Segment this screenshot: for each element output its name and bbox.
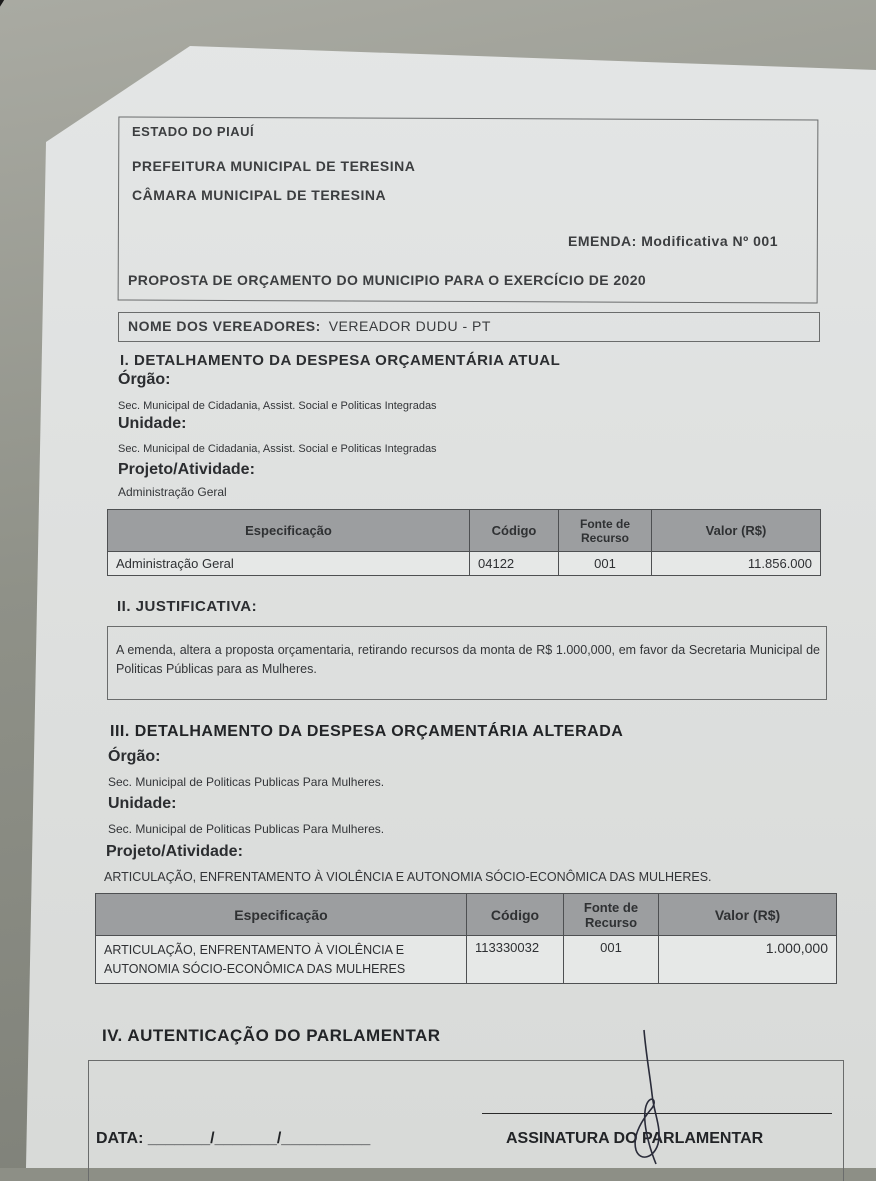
section3-title: III. DETALHAMENTO DA DESPESA ORÇAMENTÁRIA ALTERADA [110,723,624,740]
section2-title: II. JUSTIFICATIVA: [117,598,258,615]
section1-unidade-value: Sec. Municipal de Cidadania, Assist. Social e Politicas Integradas [118,443,437,455]
section3-table [95,893,837,984]
section3-projeto-value: ARTICULAÇÃO, ENFRENTAMENTO À VIOLÊNCIA E AUTONOMIA SÓCIO-ECONÔMICA DAS MULHERES. [104,870,712,884]
section1-orgao-label: Órgão: [118,371,171,388]
assinatura-label: ASSINATURA DO PARLAMENTAR [506,1130,764,1147]
section1-table [107,509,821,576]
table-cell: 11.856.000 [652,552,821,576]
table-cell: Administração Geral [108,552,470,576]
data-field: DATA: _______/_______/__________ [96,1130,371,1147]
justificativa-text: A emenda, altera a proposta orçamentaria, retirando recursos da monta de R$ 1.000,000, em favor da Secretaria Municipal de Politicas Públicas para as Mulheres. [116,643,820,676]
col-codigo: Código [470,510,559,552]
header-camara: CÂMARA MUNICIPAL DE TERESINA [132,187,387,203]
table-cell: 04122 [470,552,559,576]
col-valor: Valor (R$) [659,894,837,936]
section3-unidade-value: Sec. Municipal de Politicas Publicas Para Mulheres. [108,822,385,836]
autenticacao-box [88,1060,844,1181]
col-especificacao: Especificação [96,894,467,936]
table-cell: 001 [559,552,652,576]
section1-title: I. DETALHAMENTO DA DESPESA ORÇAMENTÁRIA ATUAL [120,352,561,369]
section4-title: IV. AUTENTICAÇÃO DO PARLAMENTAR [102,1026,441,1045]
section1-unidade-label: Unidade: [118,415,187,432]
section3-orgao-label: Órgão: [108,748,161,765]
header-prefeitura: PREFEITURA MUNICIPAL DE TERESINA [132,158,416,174]
section3-unidade-label: Unidade: [108,795,177,812]
col-fonte: Fonte de Recurso [559,510,652,552]
vereadores-label: NOME DOS VEREADORES: [128,318,321,334]
col-fonte: Fonte de Recurso [564,894,659,936]
section3-orgao-value: Sec. Municipal de Politicas Publicas Para Mulheres. [108,775,385,789]
signature-mark [600,1024,690,1168]
table-cell: 001 [564,936,659,984]
table-cell: ARTICULAÇÃO, ENFRENTAMENTO À VIOLÊNCIA E AUTONOMIA SÓCIO-ECONÔMICA DAS MULHERES [96,936,467,984]
vereadores-line [128,318,491,334]
vereadores-value: VEREADOR DUDU - PT [328,318,491,334]
section1-projeto-label: Projeto/Atividade: [118,461,255,478]
table-cell: 1.000,000 [659,936,837,984]
section3-projeto-label: Projeto/Atividade: [106,843,243,860]
header-state: ESTADO DO PIAUÍ [132,124,255,139]
section1-orgao-value: Sec. Municipal de Cidadania, Assist. Social e Politicas Integradas [118,400,437,412]
table-cell: 113330032 [467,936,564,984]
col-codigo: Código [467,894,564,936]
emenda-label: EMENDA: Modificativa Nº 001 [568,233,778,249]
col-valor: Valor (R$) [652,510,821,552]
section1-projeto-value: Administração Geral [118,485,227,499]
col-especificacao: Especificação [108,510,470,552]
proposta-title: PROPOSTA DE ORÇAMENTO DO MUNICIPIO PARA O EXERCÍCIO DE 2020 [128,272,647,288]
